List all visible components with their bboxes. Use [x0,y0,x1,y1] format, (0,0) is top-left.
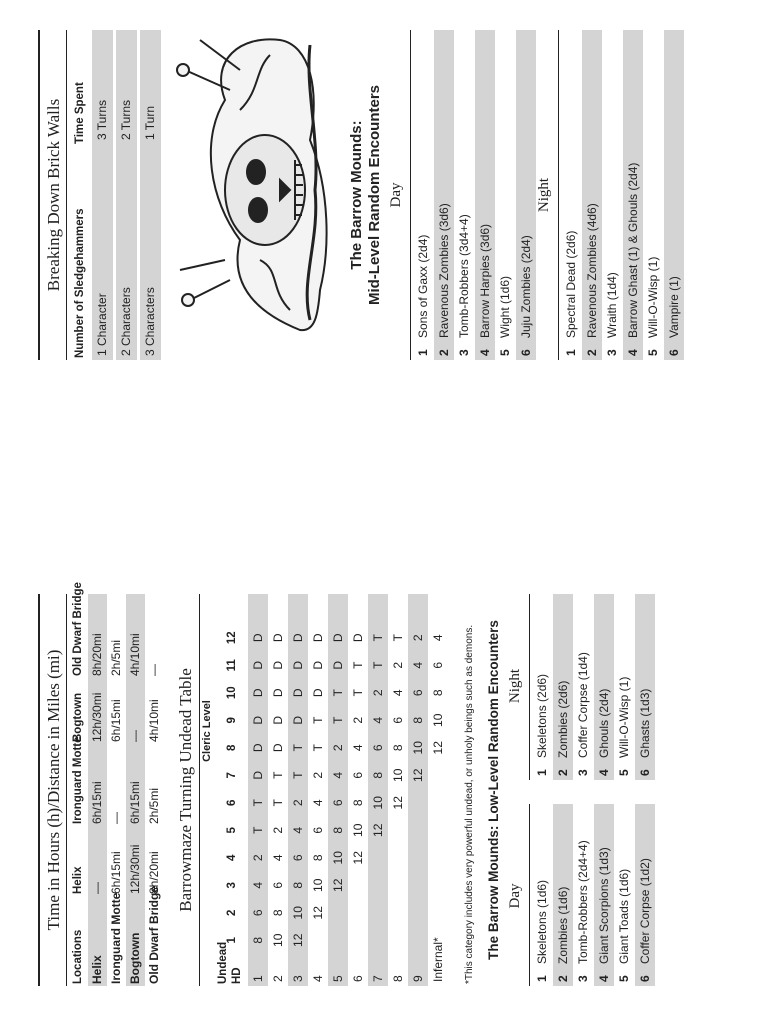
brick-row-time: 3 Turns [95,99,109,140]
turning-cell: 2 [411,634,425,642]
level-header: 8 [226,744,238,751]
turning-cell: D [251,770,265,780]
turning-cell: D [271,633,285,643]
turning-cell: 10 [371,796,385,810]
turning-cell: D [291,633,305,643]
level-header: 6 [226,799,238,806]
mid-night-roll: 4 [625,349,640,356]
travel-cell: — [109,812,123,824]
turning-cell: 6 [411,689,425,697]
turning-cell: T [311,716,325,724]
mid-day-rule [410,30,411,360]
hd-value: 6 [351,975,365,982]
hd-value: 9 [411,975,425,982]
travel-cell: 8h/20mi [147,851,161,894]
level-header: 5 [226,827,238,834]
low-night-label: Night [507,668,523,704]
turning-cell: 4 [331,771,345,779]
brick-row-label: 2 Characters [119,287,133,356]
mid-day-roll: 4 [477,349,492,356]
turning-cell: 10 [311,878,325,892]
travel-cell: 2h/5mi [109,639,123,676]
travel-header-2: Ironguard Motte [72,736,84,824]
turning-cell: D [271,688,285,698]
travel-cell: 6h/15mi [109,851,123,894]
turning-cell: 8 [251,936,265,944]
travel-cell: 12h/30mi [90,692,104,742]
turning-cell: T [291,744,305,752]
low-night-entry: Zombies (2d6) [555,680,570,758]
travel-header-0: Locations [72,929,84,984]
turning-cell: 12 [411,768,425,782]
turning-cell: T [291,771,305,779]
turning-cell: 10 [331,851,345,865]
travel-cell: — [128,730,142,742]
turning-cell: D [251,743,265,753]
mid-day-roll: 1 [416,349,430,356]
mid-day-entry: Tomb-Robbers (3d4+4) [457,214,471,338]
turning-cell: 6 [371,744,385,752]
turning-cell: 8 [311,854,325,862]
mid-day-label: Day [388,182,404,208]
travel-header-4: Old Dwarf Bridge [72,582,84,676]
turning-cell: 12 [291,933,305,947]
hd-value: 3 [291,975,305,982]
turning-cell: 4 [411,661,425,669]
brick-walls-rule [66,30,67,360]
turning-cell: 10 [291,906,305,920]
turning-cell: 6 [251,909,265,917]
level-header: 1 [226,937,238,944]
mid-night-entry: Ravenous Zombies (4d6) [584,203,599,338]
low-day-rule [529,804,530,986]
turning-cell: T [251,799,265,807]
turning-cell: D [351,633,365,643]
travel-cell: 4h/10mi [128,633,142,676]
low-day-roll: 1 [535,975,549,982]
low-day-roll: 6 [637,975,652,982]
low-night-entry: Ghasts (1d3) [637,688,652,758]
turning-cell: 4 [351,744,365,752]
turning-cell: 10 [391,768,405,782]
travel-cell: 8h/20mi [90,633,104,676]
brick-row-time: 2 Turns [119,99,133,140]
turning-cell: D [331,660,345,670]
turning-cell: D [271,660,285,670]
low-day-roll: 2 [555,975,570,982]
hd-value: 5 [331,975,345,982]
mid-day-roll: 2 [436,349,451,356]
low-day-roll: 3 [576,975,590,982]
mid-day-roll: 3 [457,349,471,356]
level-header: 9 [226,717,238,724]
top-rule-right [38,30,40,360]
low-night-roll: 5 [617,769,631,776]
hd-value: 4 [311,975,325,982]
mid-night-entry: Barrow Ghast (1) & Ghouls (2d4) [625,162,640,338]
turning-cell: 8 [271,909,285,917]
travel-cell: 6h/15mi [128,781,142,824]
mid-day-roll: 6 [518,349,533,356]
travel-table-title: Time in Hours (h)/Distance in Miles (mi) [44,649,63,931]
hd-value: 8 [391,975,405,982]
mid-day-entry: Wight (1d6) [498,275,512,338]
low-day-roll: 4 [596,975,611,982]
travel-cell: 12h/30mi [128,844,142,894]
turning-table-title: Barrowmaze Turning Undead Table [176,668,195,912]
turning-cell: 12 [391,796,405,810]
turning-cell: D [291,715,305,725]
turning-cell: 2 [291,799,305,807]
turning-cell: 4 [311,799,325,807]
travel-row-label: Ironguard Motte [109,892,123,984]
mid-day-entry: Juju Zombies (2d4) [518,235,533,338]
turning-cell: 12 [331,878,345,892]
travel-cell: — [90,882,104,894]
turning-cell: 12 [371,823,385,837]
travel-row-label: Bogtown [128,932,142,984]
mid-night-entry: Vampire (1) [666,276,681,338]
brick-row-label: 1 Character [95,293,109,356]
low-night-roll: 4 [596,769,611,776]
level-header: 4 [226,854,238,861]
turning-cell: 2 [251,854,265,862]
turning-cell: 10 [431,713,445,727]
level-header: 7 [226,772,238,779]
travel-cell: 2h/5mi [147,787,161,824]
brick-header-1: Time Spent [74,82,86,144]
turning-cell: 2 [311,771,325,779]
mid-night-roll: 6 [666,349,681,356]
turning-cell: 10 [411,741,425,755]
mid-day-entry: Ravenous Zombies (3d6) [436,203,451,338]
brick-header-0: Number of Sledgehammers [74,208,86,358]
turning-cell: 4 [291,826,305,834]
turning-cell: 8 [351,799,365,807]
low-day-entry: Zombies (1d6) [555,886,570,964]
turning-cell: 12 [351,851,365,865]
brick-walls-title: Breaking Down Brick Walls [44,98,63,292]
mid-level-title-1: The Barrow Mounds: [348,120,365,270]
low-day-label: Day [507,883,523,909]
travel-cell: — [147,664,161,676]
turning-cell: D [251,715,265,725]
turning-cell: T [331,716,345,724]
hd-value: 1 [251,975,265,982]
turning-cell: 6 [271,881,285,889]
turning-cell: T [371,634,385,642]
low-day-entry: Giant Scorpions (1d3) [596,847,611,964]
undead-label: Undead [217,941,229,984]
mid-night-roll: 5 [646,349,660,356]
top-rule-left [38,594,40,986]
travel-cell: 4h/10mi [147,699,161,742]
turning-cell: D [311,660,325,670]
level-header: 11 [226,659,238,672]
turning-cell: D [291,688,305,698]
turning-cell: T [371,661,385,669]
low-night-roll: 1 [535,769,549,776]
mid-night-entry: Will-O-Wisp (1) [646,256,660,338]
low-night-entry: Ghouls (2d4) [596,688,611,758]
turning-cell: 12 [311,906,325,920]
low-day-entry: Skeletons (1d6) [535,879,549,964]
turning-cell: 6 [311,826,325,834]
turning-cell: 8 [331,826,345,834]
mid-night-rule [558,30,559,360]
travel-row-label: Old Dwarf Bridge [147,885,161,984]
turning-cell: T [351,661,365,669]
turning-cell: T [351,689,365,697]
turning-cell: 6 [391,716,405,724]
turning-cell: T [331,689,345,697]
level-header: 3 [226,882,238,889]
turning-cell: 10 [351,823,365,837]
turning-cell: 4 [371,716,385,724]
turning-cell: D [271,743,285,753]
turning-cell: 6 [291,854,305,862]
turning-cell: 4 [391,689,405,697]
low-night-entry: Coffer Corpse (1d4) [576,652,590,758]
low-night-rule [529,594,530,780]
turning-cell: 8 [431,689,445,697]
turning-cell: 6 [331,799,345,807]
turning-cell: 2 [371,689,385,697]
turning-cell: T [251,826,265,834]
turning-cell: D [311,633,325,643]
turning-cell: D [331,633,345,643]
mid-night-label: Night [536,177,552,213]
brick-row-time: 1 Turn [143,105,157,140]
mid-night-entry: Spectral Dead (2d6) [564,230,578,338]
turning-cell: D [251,660,265,670]
turning-cell: D [311,688,325,698]
low-day-roll: 5 [617,975,631,982]
low-day-entry: Giant Toads (1d6) [617,868,631,964]
turning-cell: D [291,660,305,670]
level-header: 10 [226,686,238,700]
turning-cell: 8 [371,771,385,779]
turning-cell: T [311,744,325,752]
turning-cell: 4 [271,854,285,862]
mid-level-title-2: Mid-Level Random Encounters [366,84,383,306]
turning-cell: 2 [271,826,285,834]
level-header: 2 [226,909,238,916]
turning-cell: 6 [431,661,445,669]
turning-cell: 4 [251,881,265,889]
turning-cell: 6 [351,771,365,779]
turning-cell: T [271,771,285,779]
low-day-entry: Tomb-Robbers (2d4+4) [576,840,590,964]
brick-row-label: 3 Characters [143,287,157,356]
turning-cell: 2 [331,744,345,752]
hd-value: 7 [371,975,385,982]
turning-cell: 12 [431,741,445,755]
travel-header-1: Helix [72,866,84,894]
turning-cell: 4 [431,634,445,642]
mid-night-roll: 2 [584,349,599,356]
turning-cell: 2 [391,661,405,669]
turning-cell: 2 [351,716,365,724]
low-night-roll: 6 [637,769,652,776]
low-night-entry: Skeletons (2d6) [535,673,549,758]
level-header: 12 [226,631,238,645]
turning-cell: 8 [391,744,405,752]
travel-cell: 6h/15mi [109,699,123,742]
turning-cell: D [271,715,285,725]
travel-table-rule [66,594,67,986]
turning-cell: 8 [291,881,305,889]
low-night-roll: 3 [576,769,590,776]
mid-night-entry: Wraith (1d4) [605,272,619,338]
mid-night-roll: 3 [605,349,619,356]
low-day-entry: Coffer Corpse (1d2) [637,858,652,964]
footnote: *This category includes very powerful undead, or unholy beings such as demons. [464,624,475,984]
mid-day-entry: Sons of Gaxx (2d4) [416,234,430,338]
travel-header-3: Bogtown [72,692,84,742]
hd-label: HD [231,967,243,984]
low-level-title: The Barrow Mounds: Low-Level Random Encounters [486,620,501,960]
turning-cell: 8 [411,716,425,724]
turning-cell: T [391,634,405,642]
hd-value: 2 [271,975,285,982]
low-night-roll: 2 [555,769,570,776]
turning-cell: D [251,688,265,698]
low-night-entry: Will-O-Wisp (1) [617,676,631,758]
turning-cell: T [271,799,285,807]
hd-value: Infernal* [431,937,445,982]
mid-day-roll: 5 [498,349,512,356]
undead-skull-illustration [170,20,340,340]
travel-row-label: Helix [90,955,104,984]
turning-cell: D [251,633,265,643]
travel-cell: 6h/15mi [90,781,104,824]
turning-cell: 10 [271,933,285,947]
cleric-level-label: Cleric Level [201,700,213,762]
mid-night-roll: 1 [564,349,578,356]
mid-day-entry: Barrow Harpies (3d6) [477,223,492,338]
